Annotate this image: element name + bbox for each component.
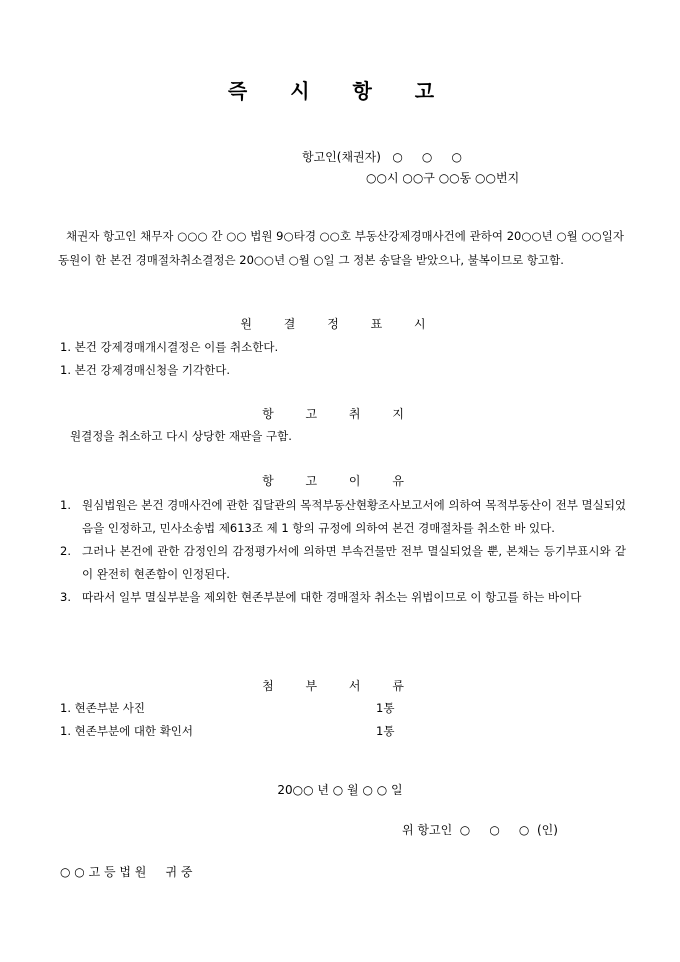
original-decision-list bbox=[60, 336, 626, 382]
signer-line: 위 항고인 ○ ○ ○ (인) bbox=[402, 823, 558, 837]
appeal-purpose-heading: 항 고 취 지 bbox=[262, 407, 418, 421]
attachment-count: 1통 bbox=[376, 701, 395, 715]
appeal-purpose-text: 원결정을 취소하고 다시 상당한 재판을 구함. bbox=[70, 429, 292, 443]
item-text: 본건 강제경매신청을 기각한다. bbox=[74, 363, 231, 377]
appeal-reasons-heading: 항 고 이 유 bbox=[262, 474, 418, 488]
applicant-address: ○○시 ○○구 ○○동 ○○번지 bbox=[366, 171, 520, 185]
item-number: 1. bbox=[60, 498, 71, 512]
attachment-label: 1. 현존부분에 대한 확인서 bbox=[60, 724, 194, 738]
list-item bbox=[60, 494, 626, 540]
item-text: 원심법원은 본건 경매사건에 관한 집달관의 목적부동산현황조사보고서에 의하여 목적부동산이 전부 멸실되었음을 인정하고, 민사소송법 제613조 제 1 항의 규정에 의하여 본건 경매절차를 취소한 바 있다. bbox=[82, 498, 626, 535]
applicant-line: 항고인(채권자) ○ ○ ○ bbox=[302, 150, 462, 164]
item-text: 본건 강제경매개시결정은 이를 취소한다. bbox=[74, 340, 279, 354]
attachment-count: 1통 bbox=[376, 724, 395, 738]
appeal-reasons-list bbox=[60, 494, 626, 609]
intro-text: 채권자 항고인 채무자 ○○○ 간 ○○ 법원 9○타경 ○○호 부동산강제경매사건에 관하여 20○○년 ○월 ○○일자 동원이 한 본건 경매절차취소결정은 20○○년 ○월 ○일 그 정본 송달을 받았으나, 불복이므로 항고함. bbox=[58, 229, 624, 267]
item-number: 3. bbox=[60, 590, 71, 604]
attachment-label: 1. 현존부분 사진 bbox=[60, 701, 145, 715]
list-item bbox=[60, 359, 626, 382]
list-item bbox=[60, 586, 626, 609]
list-item bbox=[60, 336, 626, 359]
item-text: 그러나 본건에 관한 감정인의 감정평가서에 의하면 부속건물만 전부 멸실되었을 뿐, 본채는 등기부표시와 같이 완전히 현존함이 인정된다. bbox=[82, 544, 626, 581]
court-addressee: ○ ○ 고 등 법 원 귀 중 bbox=[60, 865, 193, 879]
document-title: 즉 시 항 고 bbox=[227, 79, 453, 103]
list-item bbox=[60, 720, 626, 743]
list-item bbox=[60, 540, 626, 586]
item-number: 1. bbox=[60, 340, 71, 354]
list-item bbox=[60, 697, 626, 720]
document-date: 20○○ 년 ○ 월 ○ ○ 일 bbox=[277, 783, 403, 797]
item-number: 1. bbox=[60, 363, 71, 377]
original-decision-heading: 원 결 정 표 시 bbox=[240, 317, 440, 331]
item-number: 2. bbox=[60, 544, 71, 558]
attachments-list bbox=[60, 697, 626, 743]
item-text: 따라서 일부 멸실부분을 제외한 현존부분에 대한 경매절차 취소는 위법이므로 이 항고를 하는 바이다 bbox=[82, 590, 582, 604]
intro-paragraph bbox=[58, 224, 624, 272]
attachments-heading: 첨 부 서 류 bbox=[262, 679, 418, 693]
